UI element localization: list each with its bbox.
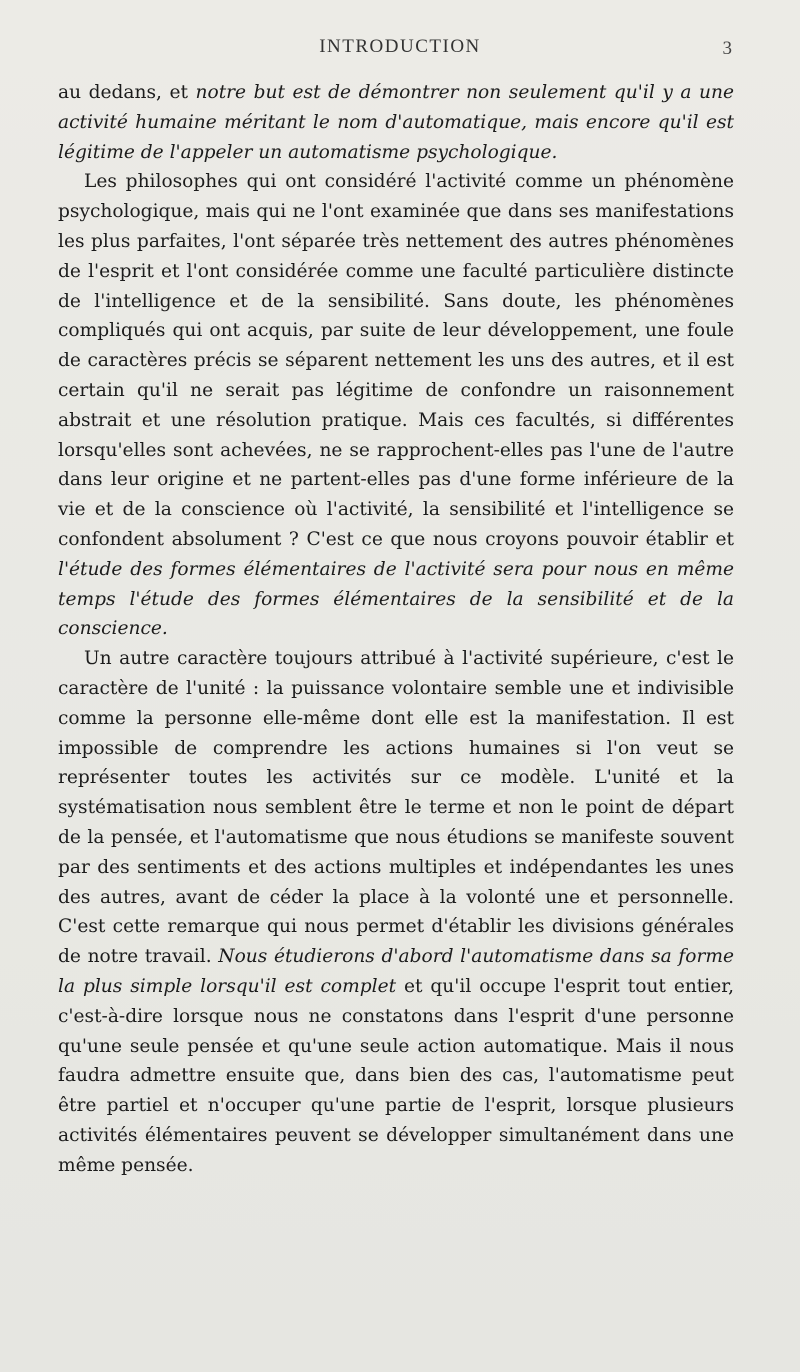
text-segment: et qu'il occupe l'esprit tout entier, c'est-à-dire lorsque nous ne constatons dans l'esprit d'une personne qu'une seule pensée et qu'une seule action automatique. Mais il nous faudra admettre ensuite que, dans bien des cas, l'automatisme peut être partiel et n'occuper qu'une partie de l'esprit, lorsque plusieurs activités élémentaires peuvent se développer simultanément dans une même pensée. <box>58 975 734 1176</box>
page-header <box>0 36 800 62</box>
paragraph <box>58 78 734 167</box>
page-number: 3 <box>722 38 732 59</box>
text-segment: Les philosophes qui ont considéré l'activité comme un phénomène psychologique, mais qui ne l'ont examinée que dans ses manifestations les plus parfaites, l'ont séparée très nettement des autres phénomènes de l'esprit et l'ont considérée comme une faculté particulière distincte de l'intelligence et de la sensibilité. Sans doute, les phénomènes compliqués qui ont acquis, par suite de leur développement, une foule de caractères précis se séparent nettement les uns des autres, et il est certain qu'il ne serait pas légitime de confondre un raisonnement abstrait et une résolution pratique. Mais ces facultés, si différentes lorsqu'elles sont achevées, ne se rapprochent-elles pas l'une de l'autre dans leur origine et ne partent-elles pas d'une forme inférieure de la vie et de la conscience où l'activité, la sensibilité et l'intelligence se confondent absolument ? C'est ce que nous croyons pouvoir établir et <box>58 171 734 550</box>
text-segment: au dedans, et <box>58 82 196 103</box>
running-head: INTRODUCTION <box>319 36 481 57</box>
text-segment: Un autre caractère toujours attribué à l'activité supérieure, c'est le caractère de l'unité : la puissance volontaire semble une et indivisible comme la personne elle-même dont elle est la manifestation. Il est impossible de comprendre les actions humaines si l'on veut se représenter toutes les activités sur ce modèle. L'unité et la systématisation nous semblent être le terme et non le point de départ de la pensée, et l'automatisme que nous étudions se manifeste souvent par des sentiments et des actions multiples et indépendantes les unes des autres, avant de céder la place à la volonté une et personnelle. C'est cette remarque qui nous permet d'établir les divisions générales de notre travail. <box>58 648 734 968</box>
italic-text-segment: Nous étudierons d'abord l'automatisme dans sa forme la plus simple lorsqu'il est complet <box>58 946 735 997</box>
paragraph <box>58 167 734 644</box>
italic-text-segment: l'étude des formes élémentaires de l'activité sera pour nous en même temps l'étude des formes élémentaires de la sensibilité et de la conscience. <box>58 558 734 640</box>
body-text <box>58 78 734 1180</box>
italic-text-segment: notre but est de démontrer non seulement qu'il y a une activité humaine méritant le nom d'automatique, mais encore qu'il est légitime de l'appeler un automatisme psychologique. <box>58 82 734 163</box>
paragraph <box>58 644 734 1180</box>
